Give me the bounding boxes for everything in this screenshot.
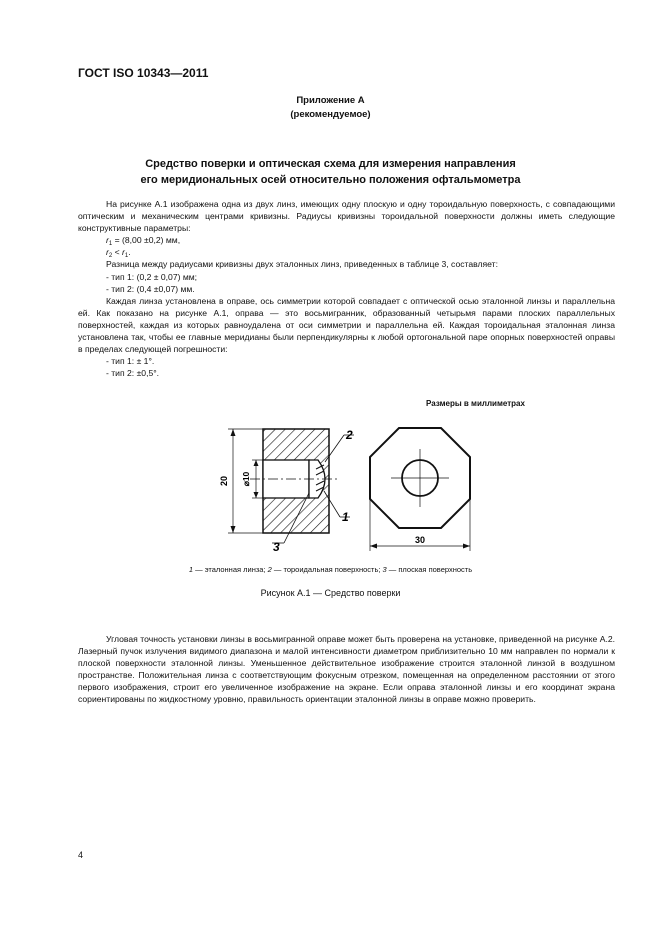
legend-num-3: 3 <box>382 565 387 574</box>
marker-3: 3 <box>273 540 280 554</box>
param-r2-sub2: 1 <box>124 253 129 260</box>
section-title <box>0 156 661 188</box>
annex-status: (рекомендуемое) <box>290 109 371 120</box>
document-header: ГОСТ ISO 10343—2011 <box>78 66 209 80</box>
dimension-height-label: 20 <box>219 475 229 487</box>
marker-1: 1 <box>342 510 349 524</box>
param-r2 <box>78 246 615 258</box>
list-item: - тип 1: (0,2 ± 0,07) мм; <box>106 271 198 282</box>
legend-num-1: 1 <box>188 565 194 574</box>
param-r2-var2: r <box>122 247 125 258</box>
annex-title: Приложение А <box>296 95 365 106</box>
param-r2-var: r <box>106 247 109 258</box>
legend-text-1: — эталонная линза; <box>193 565 268 574</box>
legend-text-2: — тороидальная поверхность; <box>271 565 383 574</box>
section-title-line1: Средство поверки и оптическая схема для измерения направления <box>145 158 516 170</box>
dimension-width-label: 30 <box>414 535 426 545</box>
legend-text-3: — плоская поверхность <box>386 565 473 574</box>
mount-section-view <box>250 429 340 533</box>
dimension-diameter-label: ⌀10 <box>241 471 251 487</box>
marker-2: 2 <box>346 428 353 442</box>
param-r2-mid: < <box>112 247 123 258</box>
paragraph-mount: Каждая линза установлена в оправе, ось симметрии которой совпадает с оптической осью эталонной линзы и параллельна ей. Как показано на рисунке А.1, оправа — это восьмигранник, образованный четырьмя парами плоских параллельных поверхностей, каждая из которых равноудалена от оси симметрии и параллельна ей. Каждая тороидальная эталонная линза установлена так, чтобы ее главные меридианы были перпендикулярны к любой ортогональной паре опорных поверхностей оправы в пределах следующей погрешности: <box>78 295 615 355</box>
section-title-line2: его меридиональных осей относительно положения офтальмометра <box>140 174 521 186</box>
figure-caption: Рисунок А.1 — Средство поверки <box>260 588 401 598</box>
paragraph-intro: На рисунке А.1 изображена одна из двух линз, имеющих одну плоскую и одну тороидальную поверхность, с совпадающими оптическим и механическим центрами кривизны. Радиусы кривизны тороидальной поверхности должны иметь следующие конструктивные параметры: <box>78 199 615 234</box>
legend-num-2: 2 <box>267 565 272 574</box>
param-r2-end: . <box>128 247 131 258</box>
paragraph-difference: Разница между радиусами кривизны двух эталонных линз, приведенных в таблице 3, составляет: <box>106 259 499 270</box>
list-item: - тип 2: (0,4 ±0,07) мм. <box>106 283 195 294</box>
list-item: - тип 2: ±0,5°. <box>106 368 160 379</box>
param-r2-sub: 2 <box>108 253 113 260</box>
dimensions-note: Размеры в миллиметрах <box>426 399 525 408</box>
paragraph-accuracy: Угловая точность установки линзы в восьмигранной оправе может быть проверена на установке, приведенной на рисунке А.2. Лазерный пучок излучения видимого диапазона и малой интенсивности диаметром приблизительно 10 мм направлен по нормали к плоской поверхности эталонной линзы. Уменьшенное действительное изображение строится эталонной линзой в воздушном пространстве. Положительная линза с соответствующим фокусным отрезком, помещенная на определенном расстоянии от этого первого изображения, строит его увеличенное изображение на экране. Если оправа эталонной линзы и его координат экрана сориентированы по жидкостному уровню, правильность ориентации эталонной линзы в оправе можно проверить. <box>78 634 615 705</box>
param-r1-var: r <box>106 235 109 246</box>
page-number: 4 <box>78 850 84 860</box>
mount-octagon-view <box>370 428 470 528</box>
list-item: - тип 1: ± 1°. <box>106 356 155 367</box>
body-text-top <box>78 198 615 379</box>
figure-legend <box>0 565 661 574</box>
figure-a1-drawing <box>200 415 500 560</box>
param-r1-sub: 1 <box>108 241 113 248</box>
annex-heading <box>0 94 661 122</box>
param-r1 <box>78 234 615 246</box>
body-text-bottom <box>78 633 615 706</box>
param-r1-text: = (8,00 ±0,2) мм, <box>112 235 181 246</box>
